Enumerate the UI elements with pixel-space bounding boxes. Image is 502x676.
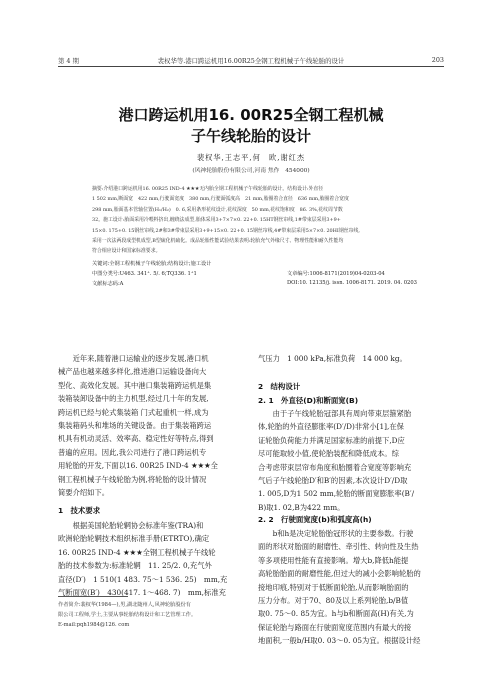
text-line: 压力分布。对于70、80及以上系列轮胎,b/B值 [258,596,409,606]
running-title: 裴权华等.港口跨运机用16.00R25全钢工程机械子午线轮胎的设计 [157,57,345,65]
article-number: 文章编号:1006-8171(2019)04-0203-04 [287,271,385,277]
text-line: 集装箱码头和堆场的关键设备。由于集装箱跨运 [58,421,212,431]
text-line: 证轮胎负荷能力并满足国家标准的前提下,D应 [258,435,405,445]
text-line: b和h是决定轮胎胎冠形状的主要参数。行驶 [258,529,414,538]
text-line: 地面积,一般b/H取0. 03～0. 05为宜。根据设计经 [258,636,421,646]
abstract-line: 298 mm,胎面基本管轴位置(H₁/H₂) 0. 6,采用条形花纹设计,花纹深度 50 mm,花纹饱和度 86. 3%,花纹周节数 [92,206,343,213]
footnote-line: 限公司工程师,学士,主要从事轮胎结构设计和工艺管理工作。 [58,612,197,618]
section-1-body [58,519,244,599]
keywords: 关键词:全钢工程机械子午线轮胎;结构设计;施工设计 [92,261,212,267]
section-1-heading: 1 技术要求 [58,506,101,515]
text-line: 欧洲轮胎轮辋技术组织标准手册(ETRTO),确定 [58,534,210,544]
header-rule [58,66,444,67]
text-line: 近年来,随着港口运输业的逐步发展,港口机 [58,354,209,363]
abstract-line: 符合相应设计和国家标准要求。 [92,248,161,255]
section-2-2-body [258,527,444,648]
text-line: 16. 00R25 IND-4 ★★★全钢工程机械子午线轮 [58,547,216,557]
footnote-line: 作者简介:裴权华(1984—),男,湖北随州人,风神轮胎股份有 [58,602,191,608]
text-line: 型化、高效化发展。其中港口集装箱跨运机是集 [58,380,212,390]
text-line: 械产品也越来越多样化,推进港口运输设备向大 [58,367,207,377]
right-col-first-line: 气压力 1 000 kPa,标准负荷 14 000 kg。 [258,354,407,363]
section-2-1-body [258,407,444,514]
text-line: 等多项使用性能有直接影响。增大b,降低h能提 [258,555,409,565]
page-number: 203 [431,56,444,64]
text-line: 尽可能取较小值,使轮胎装配和降低成本。综 [258,449,399,459]
text-line: 装箱装卸设备中的主力机型,经过几十年的发展, [58,394,209,404]
text-line: 合考虑带束层帘布角度和胎圈着合宽度等影响充 [258,462,412,472]
abstract [92,184,412,257]
footnote-rule [58,596,128,597]
abstract-line: 采用一次法两段成型机成型,B型硫化机硫化。成品轮胎性能试验结果表明:轮胎充气外缘尺寸、物理性能和耐久性能均 [92,238,344,245]
text-line: 面的形状对胎面的耐磨性、牵引性、转向性及生热 [258,542,419,552]
section-2-heading: 2 结构设计 [258,382,301,391]
doi: DOI:10. 12135/j. issn. 1006-8171. 2019. 04. 0203 [287,280,417,286]
author-footnote [58,600,248,630]
text-line: 普遍的应用。因此,我公司进行了港口跨运机专 [58,447,207,457]
text-line: 机具有机动灵活、效率高、稳定性好等特点,得到 [58,434,214,444]
section-2-1-heading: 2. 1 外直径(D)和断面宽(B) [258,396,359,405]
paper-title-line-1: 港口跨运机用16. 00R25全钢工程机械 [118,106,384,124]
footnote-line: E-mail:pqh1984@126. com [58,622,130,628]
text-line: 跨运机已经与轮式集装箱 门式起重机一样,成为 [58,407,209,417]
abstract-line: 摘要:介绍港口跨运机用16. 00R25 IND-4 ★★★无内胎全钢工程机械子午线轮胎的设计。结构设计:外直径 [92,186,324,192]
text-line: 高轮胎胎面的耐磨性能,但过大的减小会影响轮胎的 [258,569,421,579]
text-line: 用轮胎的开发,下面以16. 00R25 IND-4 ★★★全 [58,461,218,471]
abstract-line: 15×0. 175+0. 15钢丝帘线,2#和3#带束层采用3+9+15×0. 22+0. 15钢丝帘线,4#带束层采用5×7×0. 20HI钢丝帘线, [92,227,360,234]
text-line: 根据美国轮胎轮辋协会标准年鉴(TRA)和 [58,521,204,530]
text-line: 保证轮胎与路面在行驶面宽度范围内有最大的接 [258,622,412,632]
text-line: B)取1. 02,B为422 mm。 [258,502,345,512]
section-2-2-heading: 2. 2 行驶面宽度(b)和弧度高(h) [258,515,372,524]
text-line: 取0. 75～0. 85为宜。h与b和断面高(H)有关,为 [258,609,414,619]
text-line: 钢工程机械子午线轮胎为例,将轮胎的设计情况 [58,474,207,484]
text-line: 简要介绍如下。 [58,488,110,498]
text-line: 直径(D′) 1 510(1 483. 75～1 536. 25) mm,充 [58,574,228,584]
text-line: 气后子午线轮胎D′和B′的因素,本次设计D′/D取 [258,476,408,486]
paper-title-line-2: 子午线轮胎的设计 [190,127,311,145]
intro-paragraph [58,352,244,499]
abstract-line: 32。施工设计:胎面采用冷喂料挤出,缠绕法成型,胎体采用3+7×7×0. 22+0. 15HT钢丝帘线,1#带束层采用3+9+ [92,217,341,224]
text-line: 由于子午线轮胎冠部具有周向带束层箍紧胎 [258,409,412,418]
authors: 裴权华,王志平,何 欧,谢红杰 [196,153,306,162]
affiliation: (风神轮胎股份有限公司,河南 焦作 454000) [192,168,310,174]
text-line: 体,轮胎的外直径膨胀率(D′/D)非常小[1],在保 [258,422,404,432]
clc-number: 中图分类号:U463. 341⁺. 5/. 6;TQ336. 1⁺1 [92,271,197,277]
document-code: 文献标志码:A [92,281,124,287]
text-line: 胎的技术参数为:标准轮辋 11. 25/2. 0,充气外 [58,561,212,571]
text-line: 气断面宽(B′) 430(417. 1～468. 7) mm,标准充 [58,588,226,598]
abstract-line: 1 502 mm,断面宽 422 mm,行驶面宽度 380 mm,行驶面弧度高 21 mm,胎圈着合直径 636 mm,胎圈着合宽度 [92,196,349,203]
text-line: 1. 005,D为1 502 mm,轮胎的断面宽膨胀率(B′/ [258,489,415,499]
text-line: 接地印痕,特别对于低断面轮胎,从而影响胎面的 [258,582,409,592]
issue-number: 第 4 期 [58,57,79,65]
